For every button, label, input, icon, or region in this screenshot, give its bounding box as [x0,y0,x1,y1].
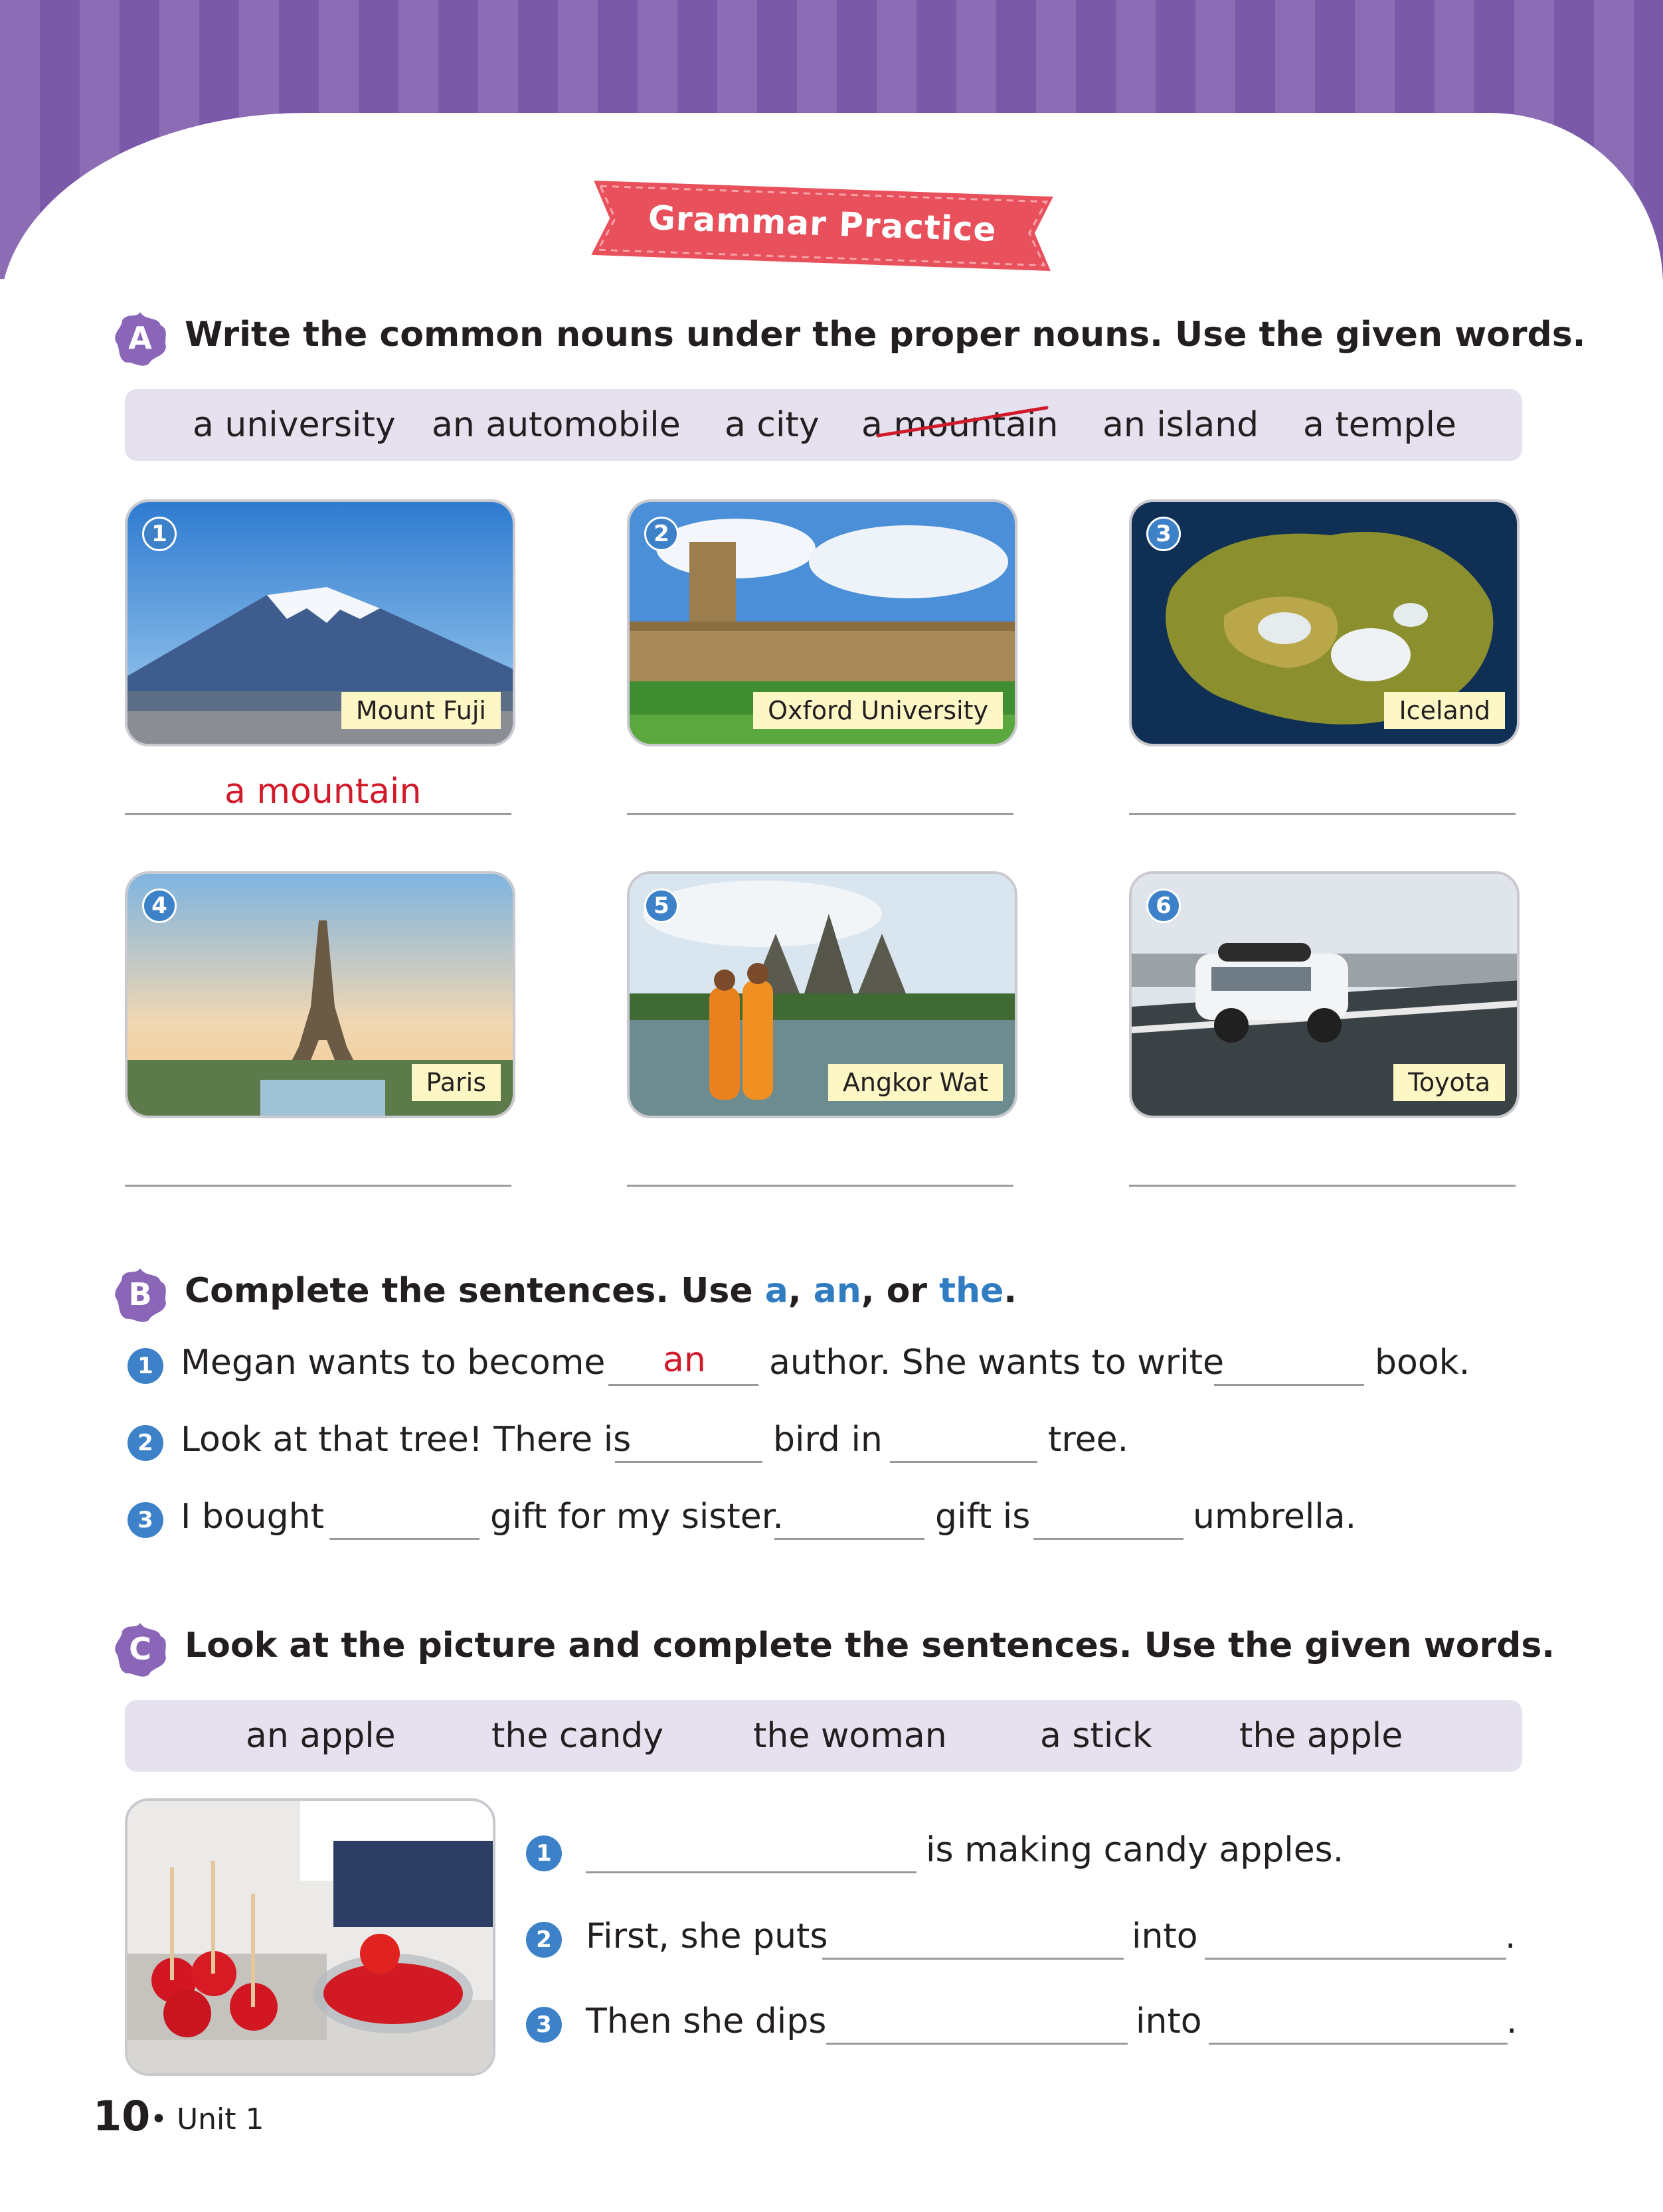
proper-noun-label: Iceland [1384,692,1505,729]
sentence-number: 2 [128,1425,163,1461]
blank-b1-1[interactable] [608,1384,758,1386]
word-bank-item: a university [193,405,396,445]
word-bank-item: the woman [753,1716,947,1756]
blank-b3-3[interactable] [1033,1538,1183,1540]
strike-through-mark [875,402,1049,442]
blank-c2-1[interactable] [822,1958,1124,1960]
section-a-badge [112,309,169,367]
sentence-text: into [1132,1916,1198,1956]
photo-card-toyota [1129,871,1520,1118]
word-bank-item: the apple [1239,1716,1403,1756]
sentence-text: Look at that tree! There is [181,1420,632,1460]
sentence-text: author. She wants to write [769,1343,1224,1383]
sentence-text: into [1136,2001,1202,2041]
sentence-text: Then she dips [586,2001,827,2041]
word-bank-item: a stick [1040,1716,1153,1756]
answer-line-3[interactable] [1129,813,1516,815]
blank-b2-2[interactable] [890,1461,1037,1463]
item-number-badge: 6 [1146,889,1181,923]
section-c-instruction: Look at the picture and complete the sentences. Use the given words. [185,1626,1555,1665]
sentence-text: umbrella. [1193,1497,1357,1537]
answer-line-6[interactable] [1129,1185,1516,1187]
photo-card-iceland [1129,499,1520,746]
sentence-text: gift is [935,1497,1031,1537]
separator: , [788,1271,814,1311]
section-a-letter: A [128,320,152,356]
blank-c2-2[interactable] [1205,1958,1506,1960]
word-bank-item: an apple [246,1716,396,1756]
answer-line-4[interactable] [125,1185,511,1187]
candy-apples-photo [128,1801,495,2076]
item-number-badge: 3 [1146,517,1181,551]
sentence-number: 3 [128,1502,163,1538]
instruction-text: Complete the sentences. Use [185,1271,765,1311]
proper-noun-label: Angkor Wat [828,1064,1003,1101]
item-number-badge: 5 [644,889,679,923]
proper-noun-label: Mount Fuji [341,692,501,729]
word-bank-item: the candy [491,1716,664,1756]
option-a: a [764,1271,788,1311]
sentence-number: 3 [526,2007,562,2043]
word-bank-item: a city [725,405,820,445]
sentence-text: tree. [1048,1420,1129,1460]
sentence-text: bird in [773,1420,883,1460]
blank-b3-1[interactable] [329,1538,480,1540]
sentence-text: First, she puts [586,1916,828,1956]
sentence-text: Megan wants to become [181,1343,606,1383]
item-number-badge: 1 [142,517,177,551]
period: . [1004,1271,1017,1311]
grammar-practice-banner [578,176,1067,276]
photo-card-oxford-university [627,499,1017,746]
blank-b3-2[interactable] [774,1538,924,1540]
option-the: the [939,1271,1004,1311]
answer-text-b1: an [663,1340,706,1380]
answer-line-2[interactable] [627,813,1013,815]
photo-card-paris [125,871,515,1118]
sentence-period: . [1505,1916,1516,1956]
photo-card-angkor-wat [627,871,1017,1118]
candy-apple-photo-card [125,1798,495,2076]
section-b-letter: B [128,1276,152,1312]
sentence-number: 1 [128,1348,163,1384]
sentence-text: gift for my sister. [490,1497,784,1537]
word-bank-item: an island [1102,405,1259,445]
section-a-instruction: Write the common nouns under the proper nouns. Use the given words. [185,315,1586,355]
sentence-number: 1 [526,1835,562,1871]
unit-label: • Unit 1 [150,2102,264,2136]
blank-c1-1[interactable] [586,1871,917,1873]
page-number: 10 [93,2092,151,2140]
blank-c3-1[interactable] [826,2043,1128,2045]
blank-b2-1[interactable] [615,1461,762,1463]
answer-line-5[interactable] [627,1185,1013,1187]
sentence-text: is making candy apples. [926,1830,1344,1870]
word-bank-item-used: a mountain [861,405,1059,445]
section-c-letter: C [129,1631,151,1667]
blank-c3-2[interactable] [1209,2043,1508,2045]
option-an: an [813,1271,861,1311]
blank-b1-2[interactable] [1214,1384,1364,1386]
word-bank-item: an automobile [432,405,681,445]
separator: , or [861,1271,940,1311]
banner-title: Grammar Practice [647,198,998,250]
word-bank-item: a temple [1303,405,1456,445]
proper-noun-label: Paris [412,1064,501,1101]
section-b-badge [112,1266,169,1323]
photo-card-mount-fuji [125,499,515,746]
sentence-period: . [1506,2001,1518,2041]
section-a-word-bank [125,389,1522,461]
answer-line-1[interactable] [125,813,511,815]
sentence-number: 2 [526,1922,562,1958]
sentence-text: I bought [181,1497,324,1537]
answer-text-1: a mountain [224,772,422,811]
item-number-badge: 2 [644,517,679,551]
section-b-instruction [185,1271,1017,1311]
proper-noun-label: Toyota [1393,1064,1505,1101]
proper-noun-label: Oxford University [753,692,1003,729]
sentence-text: book. [1375,1343,1470,1383]
section-c-badge [112,1620,169,1677]
item-number-badge: 4 [142,889,177,923]
section-c-word-bank [125,1700,1522,1772]
